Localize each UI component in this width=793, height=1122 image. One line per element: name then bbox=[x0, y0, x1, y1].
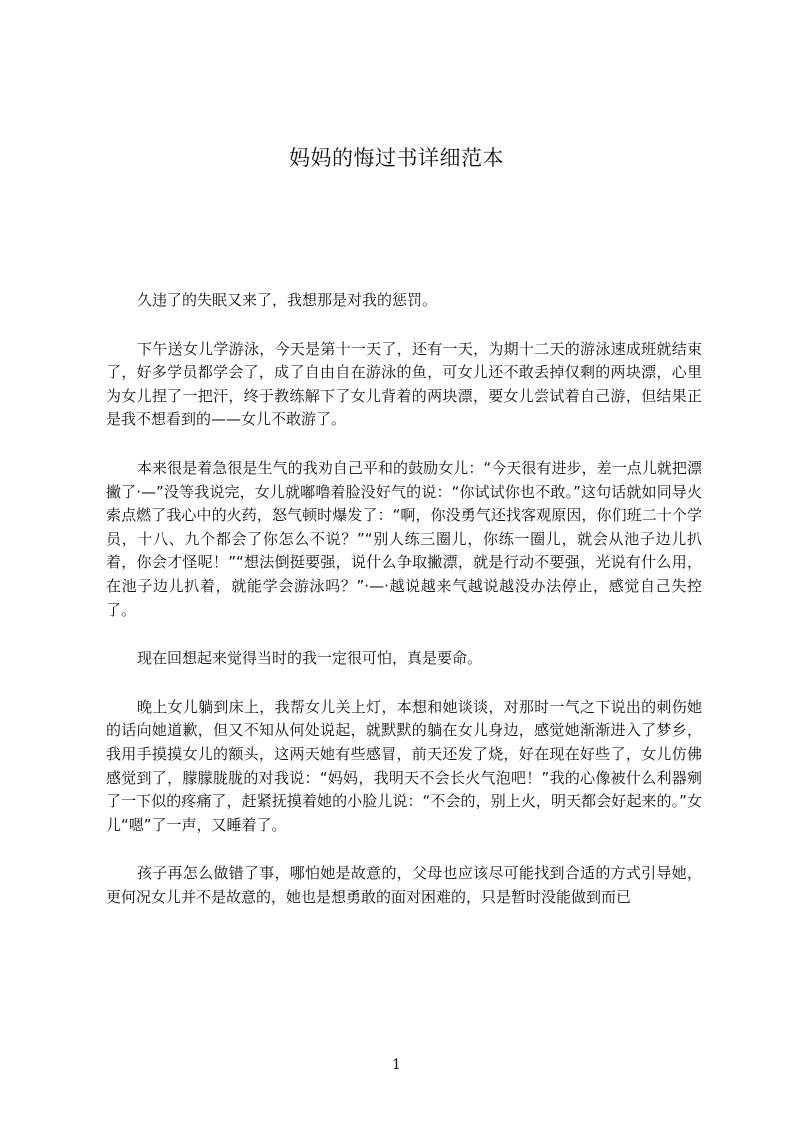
paragraph: 现在回想起来觉得当时的我一定很可怕，真是要命。 bbox=[137, 649, 483, 668]
page-number: 1 bbox=[392, 1057, 401, 1073]
paragraph: 久违了的失眠又来了，我想那是对我的惩罚。 bbox=[137, 291, 438, 309]
paragraph: 下午送女儿学游泳，今天是第十一天了，还有一天，为期十二天的游泳速成班就结束了，好多学员都学会了，成了自由自在游泳的鱼，可女儿还不敢丢掉仅剩的两块漂，心里为女儿捏了一把汗，终于教练解下了女儿背着的两块漂，要女儿尝试着自己游，但结果正是我不想看到的——女儿不敢游了。 bbox=[106, 339, 702, 429]
paragraph: 晚上女儿躺到床上，我帮女儿关上灯，本想和她谈谈，对那时一气之下说出的刺伤她的话向她道歉，但又不知从何处说起，就默默的躺在女儿身边，感觉她渐渐进入了梦乡，我用手摸摸女儿的额头，这两天她有些感冒，前天还发了烧，好在现在好些了，女儿仿佛感觉到了，朦朦胧胧的对我说：“妈妈，我明天不会长火气泡吧！”我的心像被什么利器剜了一下似的疼痛了，赶紧抚摸着她的小脸儿说：“不会的，别上火，明天都会好起来的。”女儿“嗯”了一声，又睡着了。 bbox=[106, 697, 702, 834]
paragraph: 孩子再怎么做错了事，哪怕她是故意的，父母也应该尽可能找到合适的方式引导她，更何况女儿并不是故意的，她也是想勇敢的面对困难的，只是暂时没能做到而已 bbox=[106, 864, 702, 906]
document-title: 妈妈的悔过书详细范本 bbox=[289, 146, 504, 170]
document-body bbox=[106, 289, 702, 934]
paragraph: 本来很是着急很是生气的我劝自己平和的鼓励女儿：“今天很有进步，差一点儿就把漂撇了·—”没等我说完，女儿就嘟噜着脸没好气的说：“你试试你也不敢。”这句话就如同导火索点燃了我心中的火药，怒气顿时爆发了：“啊，你没勇气还找客观原因，你们班二十个学员，十八、九个都会了你怎么不说？”“别人练三圈儿，你练一圈儿，就会从池子边儿扒着，你会才怪呢！”“想法倒挺要强，说什么争取撇漂，就是行动不要强，光说有什么用，在池子边儿扒着，就能学会游泳吗？”·—·越说越来气越说越没办法停止，感觉自己失控了。 bbox=[106, 458, 702, 619]
